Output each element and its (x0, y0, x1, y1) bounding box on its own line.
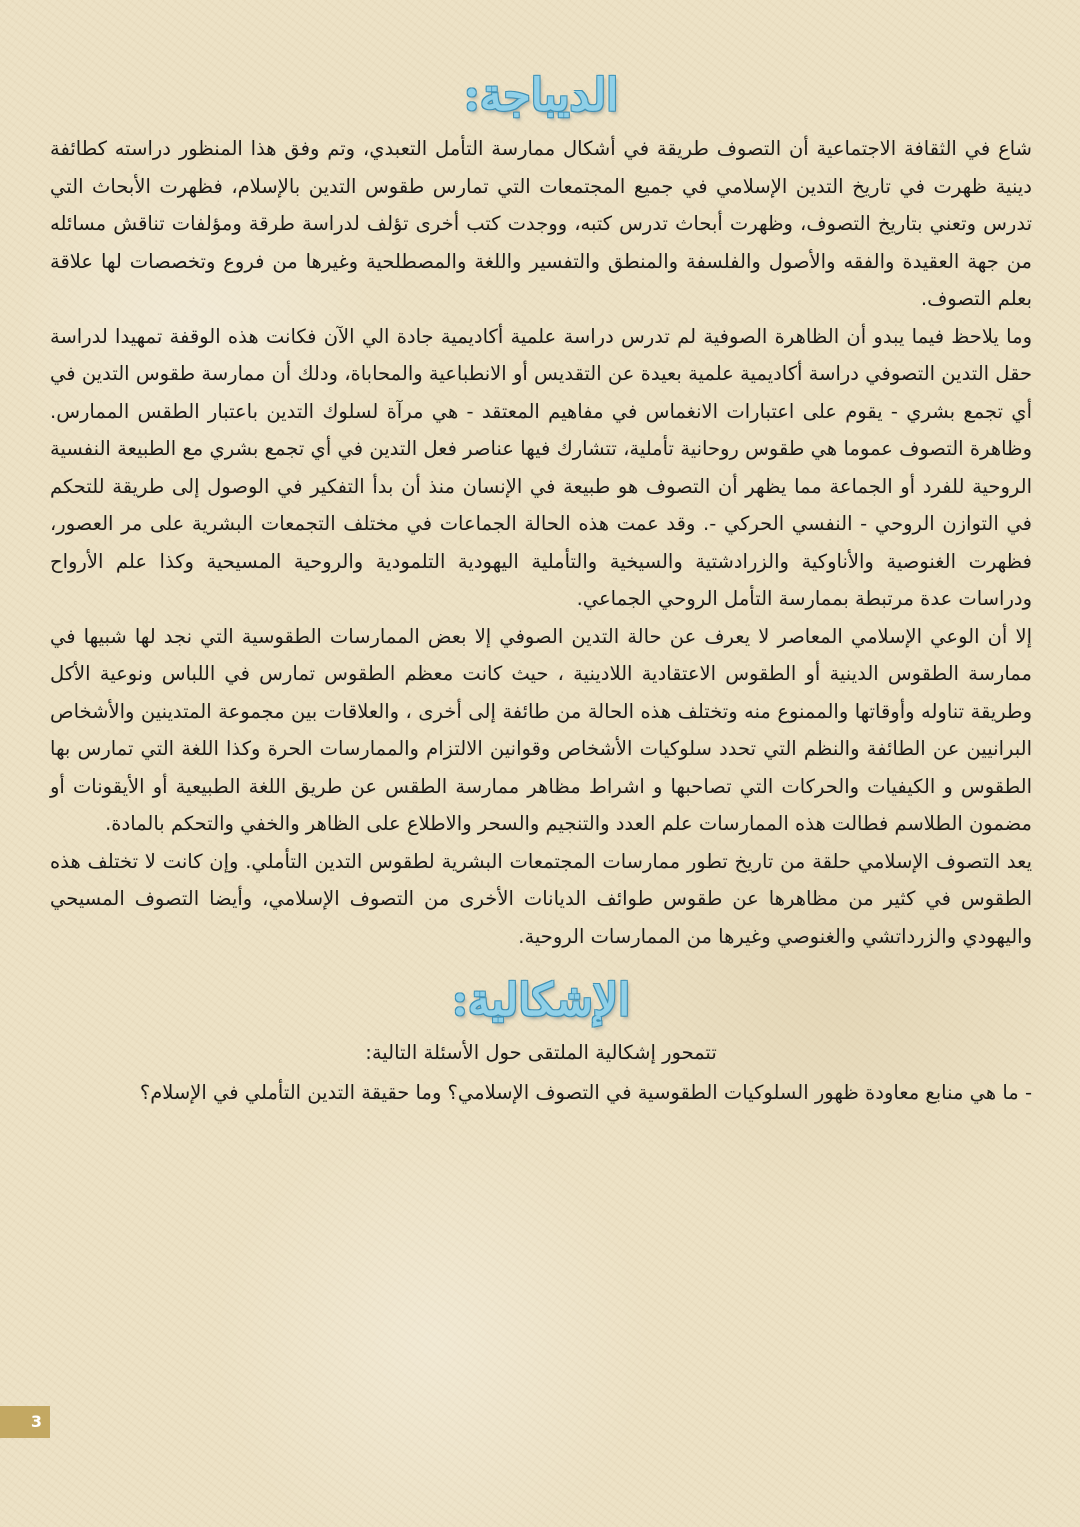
preamble-paragraph-1: شاع في الثقافة الاجتماعية أن التصوف طريقة في أشكال ممارسة التأمل التعبدي، وتم وفق هذا المنظور دراسته كطائفة دينية ظهرت في تاريخ التدين الإسلامي في جميع المجتمعات التي تمارس طقوس التدين بالإسلام، فظهرت الأبحاث التي تدرس وتعني بتاريخ التصوف، وظهرت أبحاث تدرس كتبه، ووجدت كتب أخرى تؤلف لدراسة طرقة ومؤلفات تناقش مسائله من جهة العقيدة والفقه والأصول والفلسفة والمنطق والتفسير واللغة والمصطلحية وغيرها من فروع وتخصصات لها علاقة بعلم التصوف. (50, 137, 1032, 310)
page-number-tab: 3 (0, 1406, 50, 1438)
preamble-paragraph-3: إلا أن الوعي الإسلامي المعاصر لا يعرف عن حالة التدين الصوفي إلا بعض الممارسات الطقوسية التي نجد لها شبيها في ممارسة الطقوس الدينية أو الطقوس الاعتقادية اللادينية ، حيث كانت معظم الطقوس تمارس في اللباس ونوعية الأكل وطريقة تناوله وأوقاتها والممنوع منه وتختلف هذه الحالة من طائفة إلى أخرى ، والعلاقات بين مجموعة المتدينين والأشخاص البرانيين عن الطائفة والنظم التي تحدد سلوكيات الأشخاص وقوانين الالتزام والممارسات الحرة وكذا اللغة التي تمارس بها الطقوس و الكيفيات والحركات التي تصاحبها و اشراط مظاهر ممارسة الطقس عن طريق اللغة الطبيعية أو الأيقونات أو مضمون الطلاسم فطالت هذه الممارسات علم العدد والتنجيم والسحر والاطلاع على الظاهر والخفي والتحكم بالمادة. (50, 624, 1032, 835)
preamble-body (50, 130, 1032, 955)
problem-statement-intro: تتمحور إشكالية الملتقى حول الأسئلة التالية: (365, 1041, 717, 1064)
preamble-paragraph-4: يعد التصوف الإسلامي حلقة من تاريخ تطور ممارسات المجتمعات البشرية لطقوس التدين التأملي. وإن كانت لا تختلف هذه الطقوس في كثير من مظاهرها عن طقوس طوائف الديانات الأخرى من التصوف الإسلامي، وأيضا التصوف المسيحي واليهودي والزرداتشي والغنوصي وغيرها من الممارسات الروحية. (50, 849, 1032, 948)
preamble-title: الديباجة: (463, 70, 619, 121)
preamble-paragraph-2: وما يلاحظ فيما يبدو أن الظاهرة الصوفية لم تدرس دراسة علمية أكاديمية جادة الي الآن فكانت هذه الوقفة تمهيدا لدراسة حقل التدين التصوفي دراسة أكاديمية علمية بعيدة عن التقديس أو الانطباعية والمحاباة، ودلك أن ممارسة طقوس التدين في أي تجمع بشري - يقوم على اعتبارات الانغماس في مفاهيم المعتقد - هي مرآة لسلوك التدين باعتبار الطقس الممارس. وظاهرة التصوف عموما هي طقوس روحانية تأملية، تتشارك فيها عناصر فعل التدين في أي تجمع بشري مع الطبيعة النفسية الروحية للفرد أو الجماعة مما يظهر أن التصوف هو طبيعة في الإنسان منذ أن بدأ التفكير في الوصول إلى طريقة للتحكم في التوازن الروحي - النفسي الحركي -. وقد عمت هذه الحالة الجماعات في مختلف التجمعات البشرية على مر العصور، فظهرت الغنوصية والأناوكية والزرادشتية والسيخية والتأملية اليهودية التلمودية والروحية المسيحية وكذا علم الأرواح ودراسات عدة مرتبطة بممارسة التأمل الروحي الجماعي. (50, 324, 1032, 610)
page-content (50, 66, 1032, 1113)
problem-statement-title: الإشكالية: (451, 975, 631, 1026)
problem-question-1: - ما هي منابع معاودة ظهور السلوكيات الطقوسية في التصوف الإسلامي؟ وما حقيقة التدين التأملي في الإسلام؟ (139, 1081, 1032, 1104)
